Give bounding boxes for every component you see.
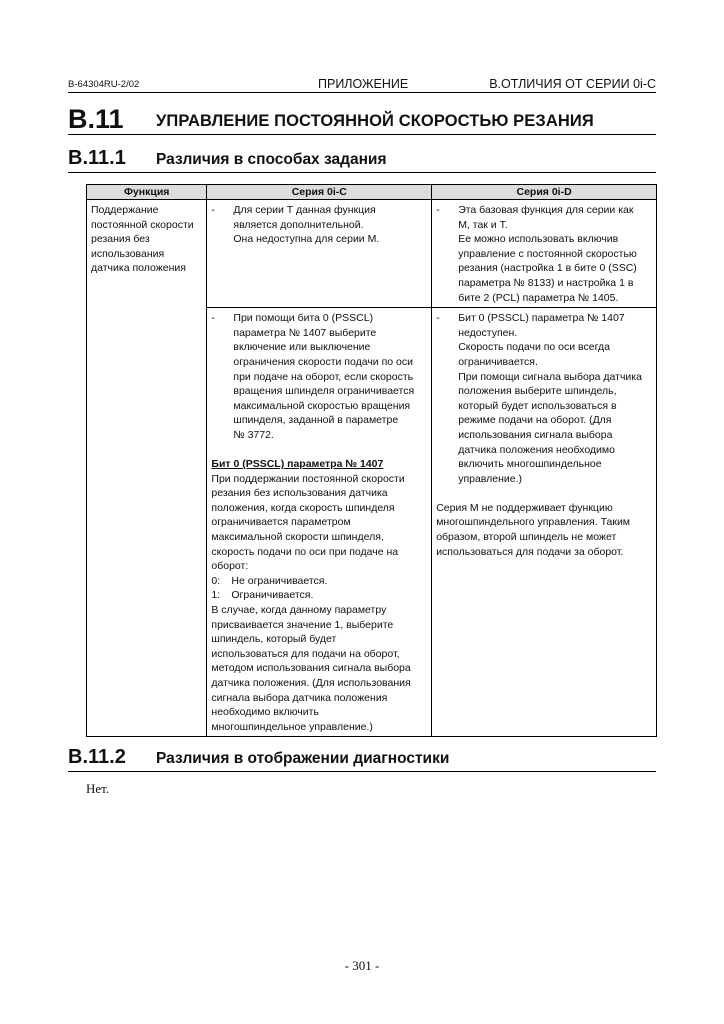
text-line: управление с постоянной скоростью [458, 247, 637, 260]
page-number: - 301 - [344, 958, 380, 973]
document-code: B-64304RU-2/02 [68, 79, 140, 90]
text-line: Для серии T данная функция [233, 204, 376, 216]
text-line: который будет использоваться в [458, 399, 617, 412]
text-line: параметра № 1407 выберите [233, 326, 377, 339]
text-line: шпиндель, который будет [211, 633, 337, 646]
text-line: использования [91, 247, 165, 260]
text-line: режиме подачи на оборот. (Для [458, 414, 612, 427]
text-line: M, так и T. [458, 218, 508, 231]
parameter-option [211, 588, 427, 603]
series-c-cell [207, 308, 432, 737]
option-text: Ограничивается. [231, 589, 314, 602]
bullet-dash: - [436, 204, 440, 216]
text-line: методом использования сигнала выбора [211, 662, 411, 675]
text-line: присваивается значение 1, выберите [211, 618, 394, 631]
text-line: шпинделя, заданной в параметре [233, 414, 399, 427]
subsection1-title: Различия в способах задания [156, 151, 387, 168]
series-d-cell [432, 200, 657, 308]
list-item [211, 311, 427, 442]
text-line: скорость подачи по оси при подаче на [211, 545, 399, 558]
text-line: многошпиндельного управления. Таким [436, 516, 631, 529]
header-series-d: Серия 0i-D [432, 185, 657, 200]
comparison-table [86, 184, 657, 737]
text-line: бите 2 (PCL) параметра № 1405. [458, 291, 619, 304]
text-line: при подаче на оборот, если скорость [233, 370, 414, 383]
section-number: B.11 [68, 104, 124, 134]
subsection2-heading [68, 747, 656, 772]
parameter-title: Бит 0 (PSSCL) параметра № 1407 [211, 458, 384, 471]
text-line: Ее можно использовать включив [458, 233, 619, 246]
text-line: является дополнительной. [233, 218, 364, 231]
body-text: Нет. [86, 781, 110, 796]
text-line: постоянной скорости [91, 218, 194, 231]
text-line: максимальной скоростью вращения [233, 399, 411, 412]
subsection2-title: Различия в отображении диагностики [156, 750, 450, 767]
subsection2-number: B.11.2 [68, 746, 126, 768]
text-line: положения, когда скорость шпинделя [211, 501, 395, 514]
bullet-dash: - [436, 312, 440, 325]
series-c-cell [207, 200, 432, 308]
text-line: При помощи бита 0 (PSSCL) [233, 312, 374, 325]
section-title: УПРАВЛЕНИЕ ПОСТОЯННОЙ СКОРОСТЬЮ РЕЗАНИЯ [156, 112, 594, 130]
text-line: резания (настройка 1 в бите 0 (SSC) [458, 262, 637, 275]
text-line: Поддержание [91, 204, 159, 216]
section-heading [68, 106, 656, 135]
text-line: управление.) [458, 472, 523, 485]
text-line: При поддержании постоянной скорости [211, 472, 405, 485]
option-value: 0: [211, 574, 221, 587]
text-line: максимальной скорости шпинделя, [211, 531, 384, 544]
list-item [211, 203, 427, 247]
table-header-row [87, 185, 657, 200]
page-header [68, 76, 656, 93]
text-line: резания без [91, 233, 150, 246]
option-text: Не ограничивается. [231, 574, 328, 587]
text-line: вращения шпинделя ограничивается [233, 385, 415, 398]
text-line: Она недоступна для серии M. [233, 233, 380, 246]
header-title: В.ОТЛИЧИЯ ОТ СЕРИИ 0i-C [489, 77, 656, 91]
text-line: Скорость подачи по оси всегда [458, 341, 610, 354]
text-line: Эта базовая функция для серии как [458, 204, 634, 216]
text-line: недоступен. [458, 326, 518, 339]
text-line: Бит 0 (PSSCL) параметра № 1407 [458, 312, 625, 325]
text-line: многошпиндельное управление.) [211, 720, 373, 733]
text-line: ограничивается параметром [211, 516, 351, 529]
text-line: В случае, когда данному параметру [211, 604, 387, 617]
subsection1-number: B.11.1 [68, 147, 126, 169]
text-line: использования сигнала выбора [458, 428, 613, 441]
text-line: образом, второй шпиндель не может [436, 531, 617, 544]
text-line: параметра № 8133) и настройка 1 в [458, 276, 634, 289]
text-line: положения выберите шпиндель, [458, 385, 617, 398]
text-line: оборот: [211, 560, 249, 573]
header-function: Функция [87, 185, 207, 200]
text-line: ограничивается. [458, 355, 538, 368]
subsection1-heading [68, 148, 656, 173]
text-line: № 3772. [233, 428, 274, 441]
list-item [436, 203, 652, 305]
bullet-dash: - [211, 312, 215, 325]
text-line: датчика положения. (Для использования [211, 677, 411, 689]
text-line: резания без использования датчика [211, 487, 388, 500]
header-appendix: ПРИЛОЖЕНИЕ [318, 77, 409, 91]
text-line: Серия M не поддерживает функцию [436, 501, 613, 514]
text-line: включение или выключение [233, 341, 371, 354]
text-line: использоваться для подачи за оборот. [436, 545, 624, 558]
option-value: 1: [211, 589, 221, 602]
text-line: использоваться для подачи на оборот, [211, 647, 400, 660]
text-line: сигнала выбора датчика положения [211, 691, 388, 704]
list-item [436, 311, 652, 486]
text-line: датчика положения [91, 262, 186, 275]
table-row [87, 200, 657, 308]
bullet-dash: - [211, 204, 215, 216]
text-line: При помощи сигнала выбора датчика [458, 370, 642, 383]
text-line: включить многошпиндельное [458, 458, 602, 471]
text-line: ограничения скорости подачи по оси [233, 355, 413, 368]
series-d-cell [432, 308, 657, 737]
text-line: необходимо включить [211, 706, 319, 719]
function-cell [87, 200, 207, 737]
parameter-option [211, 574, 427, 589]
header-series-c: Серия 0i-C [207, 185, 432, 200]
text-line: датчика положения необходимо [458, 443, 615, 456]
